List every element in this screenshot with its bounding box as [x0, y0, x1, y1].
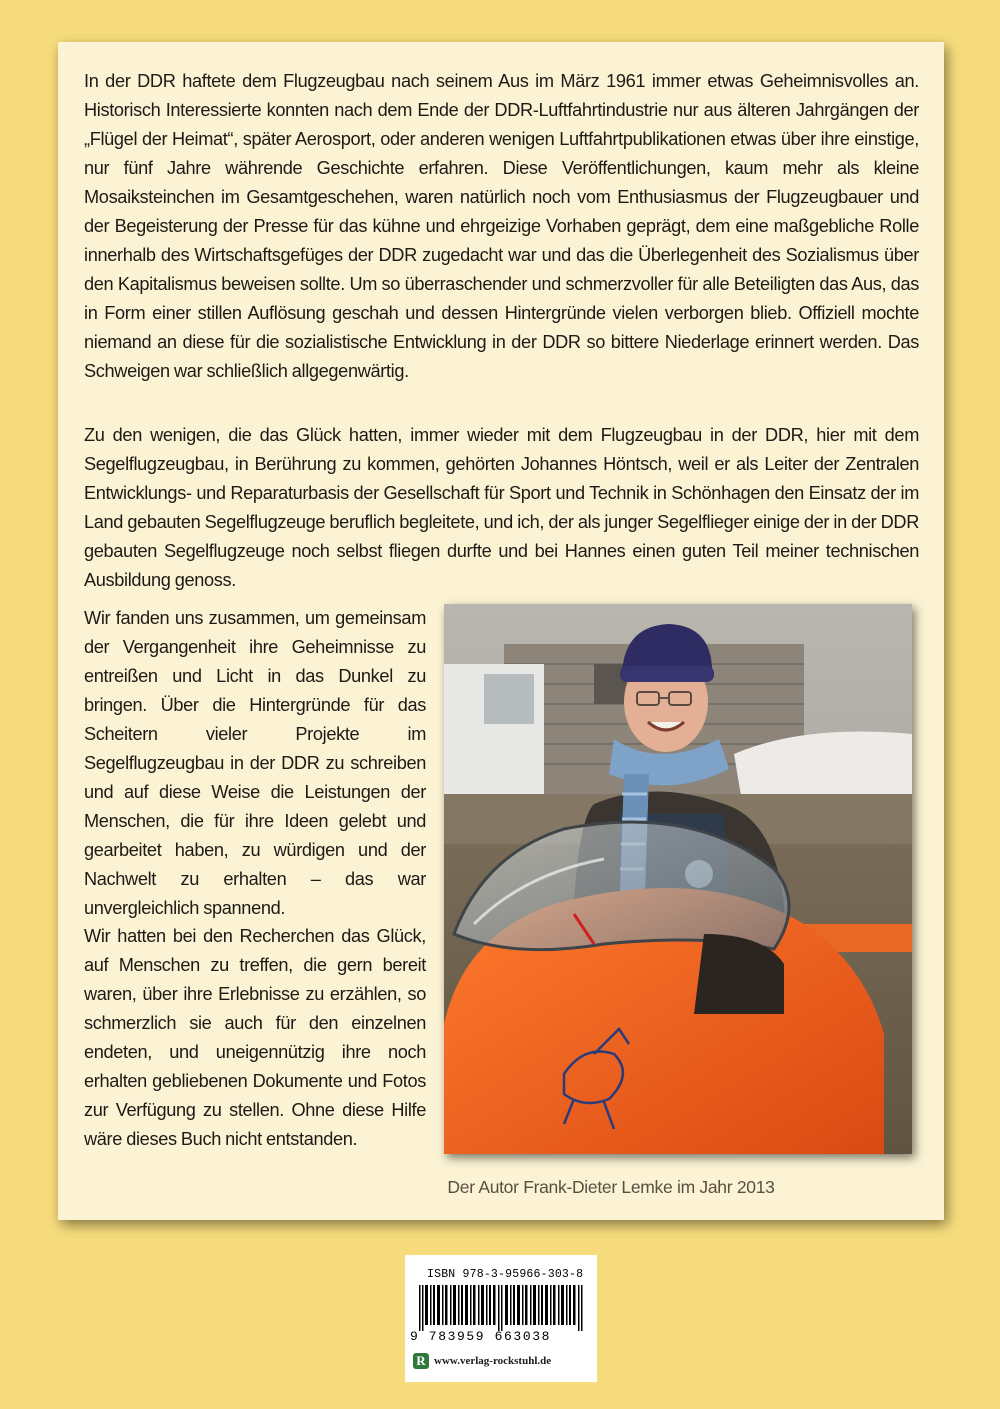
barcode-box — [405, 1255, 597, 1382]
isbn-label: ISBN 978-3-95966-303-8 — [427, 1268, 584, 1281]
publisher-line — [413, 1353, 551, 1369]
photo-caption: Der Autor Frank-Dieter Lemke im Jahr 2013 — [447, 1177, 775, 1197]
barcode-bars — [419, 1285, 585, 1331]
text-panel — [58, 42, 944, 1220]
publisher-url[interactable]: www.verlag-rockstuhl.de — [434, 1355, 552, 1367]
paragraph-purpose: Wir fanden uns zusammen, um gemeinsam der Vergangenheit ihre Geheimnisse zu entreißen und Licht in das Dunkel zu bringen. Über die Hintergründe für das Scheitern vieler Projekte im Segelflugzeugbau in der DDR zu schreiben und auf diese Weise die Leistungen der Menschen, die für ihre Ideen gelebt und gearbeitet haben, zu würdigen und der Nachwelt zu erhalten – das war unvergleichlich spannend. — [84, 608, 426, 918]
publisher-logo-icon: R — [413, 1353, 429, 1369]
paragraph-intro: In der DDR haftete dem Flugzeugbau nach seinem Aus im März 1961 immer etwas Geheimnisvolles an. Historisch Interessierte konnten nach dem Ende der DDR-Luftfahrtindustrie nur aus älteren Jahrgängen der „Flügel der Heimat“, später Aerosport, oder anderen wenigen Luftfahrtpublikationen etwas über ihre einstige, nur fünf Jahre währende Geschichte erfahren. Diese Veröffentlichungen, kaum mehr als kleine Mosaiksteinchen im Gesamtgeschehen, waren natürlich noch vom Enthusiasmus der Flugzeugbauer und der Begeisterung der Presse für das kühne und ehrgeizige Vorhaben geprägt, dem eine maßgebliche Rolle innerhalb des Wirtschaftsgefüges der DDR zugedacht war und das die Überlegenheit des Sozialismus über den Kapitalismus beweisen sollte. Um so überraschender und schmerzvoller für alle Beteiligten das Aus, das in Form einer stillen Auflösung geschah und dessen Hintergründe vielen verborgen blieb. Offiziell mochte niemand an diese für die sozialistische Entwicklung in der DDR so bittere Niederlage erinnert werden. Das Schweigen war schließlich allgegenwärtig. — [84, 71, 919, 381]
paragraph-authors: Zu den wenigen, die das Glück hatten, immer wieder mit dem Flugzeugbau in der DDR, hier mit dem Segelflugzeugbau, in Berührung zu kommen, gehörten Johannes Höntsch, weil er als Leiter der Zentralen Entwicklungs- und Reparaturbasis der Gesellschaft für Sport und Technik in Schönhagen den Einsatz der im Land gebauten Segelflugzeuge beruflich begleitete, und ich, der als junger Segelflieger einige der in der DDR gebauten Segelflugzeuge noch selbst fliegen durfte und bei Hannes einen guten Teil meiner technischen Ausbildung genoss. — [84, 425, 919, 590]
paragraph-thanks: Wir hatten bei den Recherchen das Glück, auf Menschen zu treffen, die gern bereit waren, über ihre Erlebnisse zu erzählen, so schmerzlich sie auch für den einzelnen endeten, und uneigennützig ihre noch erhalten gebliebenen Dokumente und Fotos zur Verfügung zu stellen. Ohne diese Hilfe wäre dieses Buch nicht entstanden. — [84, 926, 426, 1149]
author-photo — [444, 604, 912, 1154]
barcode-digits: 9 783959 663038 — [410, 1329, 552, 1344]
